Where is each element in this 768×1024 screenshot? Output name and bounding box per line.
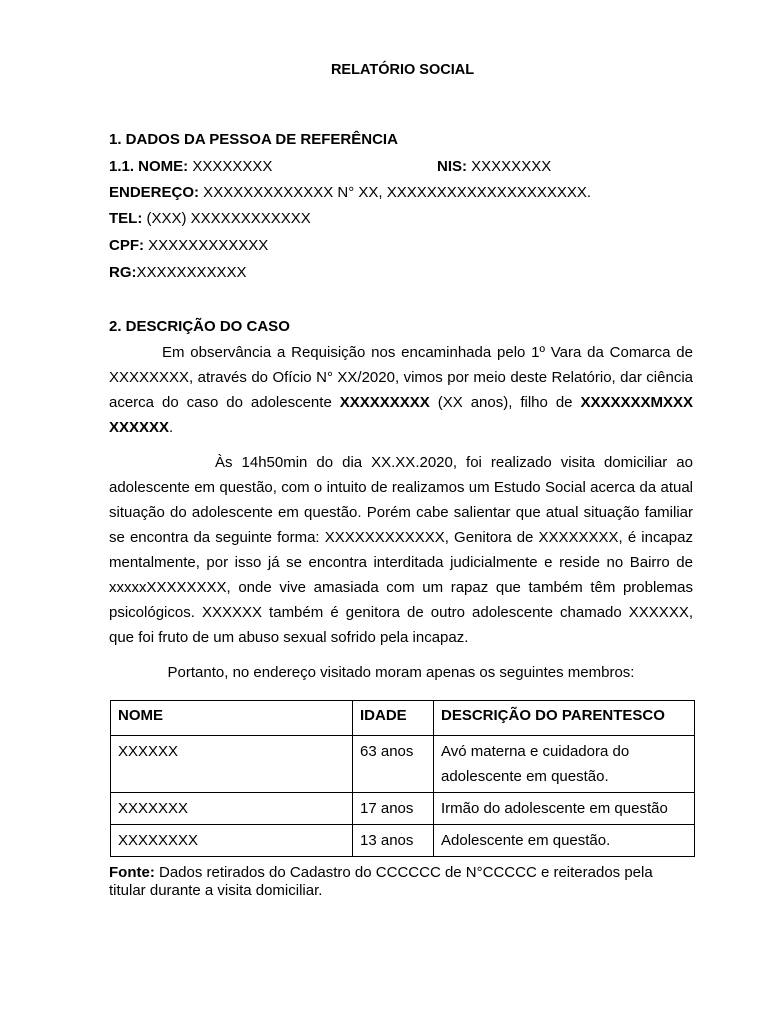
p2-text: Às 14h50min do dia XX.XX.2020, foi realizado visita domiciliar ao adolescente em questão, com o intuito de realizamos um Estudo Social acerca da atual situação do adolescente em questão. Porém cabe salientar que atual situação familiar se encontra da seguinte forma: XXXXXXXXXXXX, Genitora de XXXXXXXX, é incapaz mentalmente, por isso já se encontra interditada judicialmente e reside no Bairro de xxxxxXXXXXXXX, onde vive amasiada com um rapaz que também têm problemas psicológicos. XXXXXX também é genitora de outro adolescente chamado XXXXXX, que foi fruto de um abuso sexual sofrido pela incapaz. <box>109 454 693 646</box>
paragraph-1 <box>109 340 693 440</box>
rg-value: XXXXXXXXXXX <box>136 264 247 281</box>
endereco-label: ENDEREÇO: <box>109 184 200 201</box>
endereco-value: XXXXXXXXXXXXX N° XX, XXXXXXXXXXXXXXXXXXXX. <box>199 184 592 201</box>
paragraph-3: Portanto, no endereço visitado moram apenas os seguintes membros: <box>167 664 635 681</box>
section2-heading: 2. DESCRIÇÃO DO CASO <box>109 318 290 335</box>
rg-label: RG: <box>109 264 137 281</box>
nome-field <box>109 158 272 176</box>
nome-value: XXXXXXXX <box>188 158 273 175</box>
rg-field <box>109 264 247 282</box>
cell-descricao: Irmão do adolescente em questão <box>434 793 695 825</box>
tel-label: TEL: <box>109 210 143 227</box>
header-nome: NOME <box>111 701 353 736</box>
p1-bold-a: XXXXXXXXX <box>339 394 430 411</box>
table-row <box>111 825 695 857</box>
cell-nome: XXXXXXXX <box>111 825 353 857</box>
cpf-label: CPF: <box>109 237 144 254</box>
header-descricao: DESCRIÇÃO DO PARENTESCO <box>434 701 695 736</box>
p1-text-a: Em observância a Requisição nos encaminhada pelo 1º Vara da Comarca de XXXXXXXX, através do Ofício N° XX/2020, vimos por meio deste Relatório, dar ciência acerca do caso do adolescente <box>109 344 693 411</box>
nis-value: XXXXXXXX <box>467 158 552 175</box>
cell-descricao: Adolescente em questão. <box>434 825 695 857</box>
cpf-field <box>109 237 268 255</box>
endereco-field <box>109 184 591 202</box>
cell-nome: XXXXXX <box>111 736 353 793</box>
nis-label: NIS: <box>437 158 467 175</box>
p1-text-c: . <box>169 419 174 436</box>
source-label: Fonte: <box>109 864 155 881</box>
table-row <box>111 793 695 825</box>
table-row <box>111 736 695 793</box>
cell-idade: 17 anos <box>353 793 434 825</box>
nome-label: 1.1. NOME: <box>109 158 189 175</box>
p1-bold-b: XXXXXXXMXXX XXXXXX <box>109 394 694 436</box>
cpf-value: XXXXXXXXXXXX <box>144 237 269 254</box>
cell-nome: XXXXXXX <box>111 793 353 825</box>
p1-text-b: (XX anos), filho de <box>429 394 581 411</box>
cell-descricao: Avó materna e cuidadora do adolescente em questão. <box>434 736 695 793</box>
table-header-row <box>111 701 695 736</box>
members-table <box>110 700 695 857</box>
source-text: Dados retirados do Cadastro do CCCCCC de N°CCCCC e reiterados pela titular durante a visita domiciliar. <box>109 864 653 899</box>
source-note <box>109 864 689 900</box>
cell-idade: 13 anos <box>353 825 434 857</box>
section1-heading: 1. DADOS DA PESSOA DE REFERÊNCIA <box>109 131 398 148</box>
document-title: RELATÓRIO SOCIAL <box>330 62 475 78</box>
tel-value: (XXX) XXXXXXXXXXXX <box>142 210 311 227</box>
header-idade: IDADE <box>353 701 434 736</box>
cell-idade: 63 anos <box>353 736 434 793</box>
nis-field <box>437 158 551 176</box>
paragraph-2 <box>109 450 693 650</box>
tel-field <box>109 210 311 228</box>
